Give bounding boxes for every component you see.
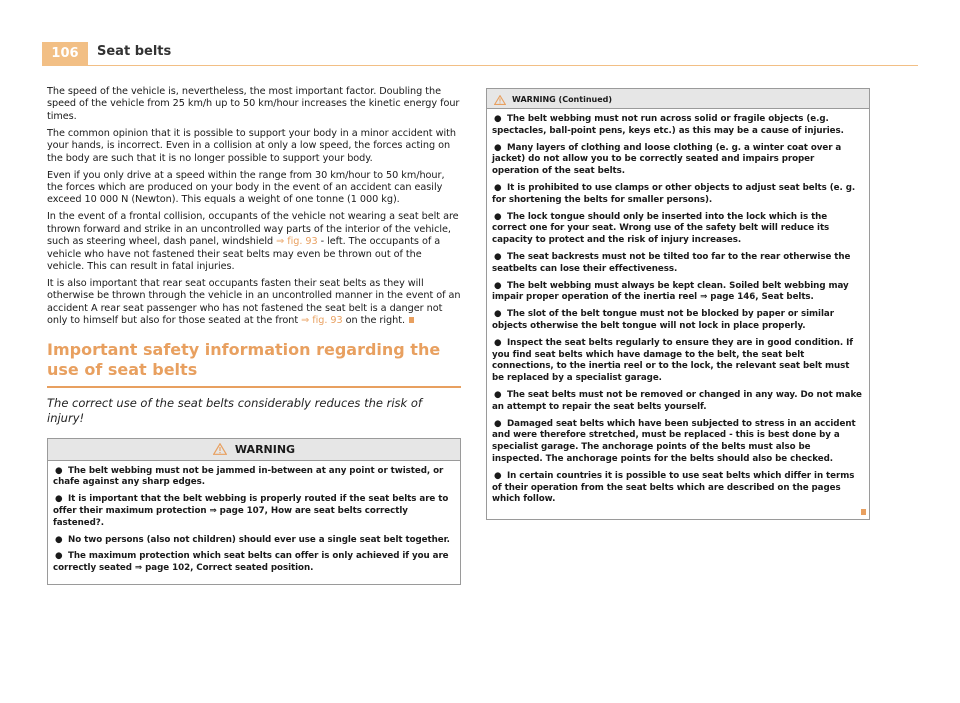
warning-text: The lock tongue should only be inserted into the lock which is the correct one for your seat. Wrong use of the safety belt will reduce its capacity to protect and the risk of injury increases. <box>492 211 830 246</box>
text-run: In the event of a frontal collision, occupants of the vehicle not wearing a seat belt are thrown forward and strike in an uncontrolled way parts of the interior of the vehicle, such as steering wheel, dash panel, windshield <box>47 211 459 248</box>
warning-item <box>492 419 864 466</box>
warning-item <box>492 281 864 305</box>
section-end-marker <box>861 509 866 515</box>
warning-item <box>53 535 455 547</box>
warning-title: WARNING (Continued) <box>512 95 613 104</box>
warning-header <box>487 89 869 109</box>
warning-text: Damaged seat belts which have been subjected to stress in an accident and were therefore stretched, must be replaced - this is best done by a specialist garage. The anchorage points of the belts must also be inspected. The anchorage points for the belts should also be checked. <box>492 418 856 464</box>
paragraph-frontal-collision <box>47 211 461 273</box>
bullet: ● <box>494 337 502 348</box>
warning-item <box>53 494 455 529</box>
section-end-marker <box>409 317 414 323</box>
warning-text: In certain countries it is possible to use seat belts which differ in terms of their operation from the seat belts which are described on the pages which follow. <box>492 470 855 505</box>
warning-text: It is prohibited to use clamps or other objects to adjust seat belts (e. g. for shortening the belts for smaller persons). <box>492 182 856 205</box>
warning-text: The seat belts must not be removed or changed in any way. Do not make an attempt to repair the seat belts yourself. <box>492 389 862 412</box>
warning-item <box>492 471 864 506</box>
warning-text: The belt webbing must not run across solid or fragile objects (e.g. spectacles, ball-point pens, keys etc.) as this may be a cause of injuries. <box>492 114 844 136</box>
bullet: ● <box>55 465 63 476</box>
warning-item <box>492 252 864 276</box>
bullet: ● <box>494 389 502 400</box>
chapter-title: Seat belts <box>97 44 172 59</box>
paragraph: The common opinion that it is possible to support your body in a minor accident with your hands, is incorrect. Even in a collision at only a low speed, the forces acting on the body are such that it is no longer possible to support your body. <box>47 127 456 164</box>
bullet: ● <box>494 280 502 291</box>
text-run: on the right. <box>342 315 405 327</box>
bullet: ● <box>494 309 502 320</box>
warning-item <box>492 143 864 178</box>
warning-text: The belt webbing must always be kept clean. Soiled belt webbing may impair proper operation of the inertia reel ⇒ page 146, Seat belts. <box>492 280 849 303</box>
text-run: It is also important that rear seat occupants fasten their seat belts as they will otherwise be thrown through the vehicle in an uncontrolled manner in the event of an accident A rear seat passenger who has not fastened the seat belt is a danger not only to himself but also for those seated at the front <box>47 278 461 327</box>
warning-item <box>492 338 864 385</box>
bullet: ● <box>494 211 502 222</box>
paragraph-rear-occupants <box>47 278 461 328</box>
figure-link[interactable]: ⇒ fig. 93 <box>276 236 318 248</box>
left-column <box>47 86 461 585</box>
bullet: ● <box>494 470 502 481</box>
warning-text: It is important that the belt webbing is properly routed if the seat belts are to offer their maximum protection ⇒ page 107, How are seat belts correctly fastened?. <box>53 494 449 528</box>
warning-item <box>492 390 864 414</box>
warning-item <box>53 551 455 575</box>
warning-text: The maximum protection which seat belts can offer is only achieved if you are correctly seated ⇒ page 102, Correct seated position. <box>53 551 449 574</box>
warning-item <box>492 212 864 247</box>
warning-triangle-icon <box>494 90 506 109</box>
bullet: ● <box>55 494 63 505</box>
warning-text: The belt webbing must not be jammed in-between at any point or twisted, or chafe against any sharp edges. <box>53 465 444 488</box>
warning-body <box>48 461 460 584</box>
warning-text: No two persons (also not children) should ever use a single seat belt together. <box>68 534 450 545</box>
section-rule <box>47 386 461 388</box>
section-heading: Important safety information regarding the use of seat belts <box>47 339 441 379</box>
bullet: ● <box>494 418 502 429</box>
header-rule <box>88 65 918 66</box>
text-run: - left. The occupants of a vehicle who have not fastened their seat belts may even be thrown out of the vehicle. This can result in fatal injuries. <box>47 236 441 273</box>
warning-body <box>487 109 869 519</box>
warning-header <box>48 439 460 461</box>
page-header <box>0 0 960 66</box>
bullet: ● <box>494 182 502 193</box>
lead-text: The correct use of the seat belts considerably reduces the risk of injury! <box>47 395 422 425</box>
warning-item <box>492 114 864 138</box>
warning-item <box>492 309 864 333</box>
figure-link[interactable]: ⇒ fig. 93 <box>301 315 343 327</box>
bullet: ● <box>55 534 63 545</box>
warning-text: The slot of the belt tongue must not be blocked by paper or similar objects otherwise the belt tongue will not lock in place properly. <box>492 309 834 331</box>
bullet: ● <box>494 251 502 262</box>
warning-box <box>47 438 461 585</box>
paragraph: Even if you only drive at a speed within the range from 30 km/hour to 50 km/hour, the forces which are produced on your body in the event of an accident can easily exceed 10 000 N (Newton). This equals a weight of one tonne (1 000 kg). <box>47 169 445 206</box>
warning-box-continued <box>486 88 870 520</box>
warning-item <box>53 466 455 490</box>
warning-triangle-icon <box>213 440 227 459</box>
page-number: 106 <box>42 42 88 66</box>
right-column <box>486 88 870 520</box>
warning-item <box>492 183 864 207</box>
warning-text: Many layers of clothing and loose clothing (e. g. a winter coat over a jacket) do not allow you to be correctly seated and impairs proper operation of the seat belts. <box>492 142 842 177</box>
bullet: ● <box>494 114 502 124</box>
warning-title: WARNING <box>234 442 296 456</box>
warning-text: The seat backrests must not be tilted too far to the rear otherwise the seatbelts can lose their effectiveness. <box>492 251 851 274</box>
paragraph: The speed of the vehicle is, nevertheless, the most important factor. Doubling the speed of the vehicle from 25 km/h up to 50 km/hour increases the kinetic energy four times. <box>47 86 460 122</box>
bullet: ● <box>55 551 63 562</box>
warning-text: Inspect the seat belts regularly to ensure they are in good condition. If you find seat belts which have damage to the belt, the seat belt connections, to the inertia reel or to the lock, the relevant seat belt must be replaced by a specialist garage. <box>492 337 854 384</box>
bullet: ● <box>494 142 502 153</box>
